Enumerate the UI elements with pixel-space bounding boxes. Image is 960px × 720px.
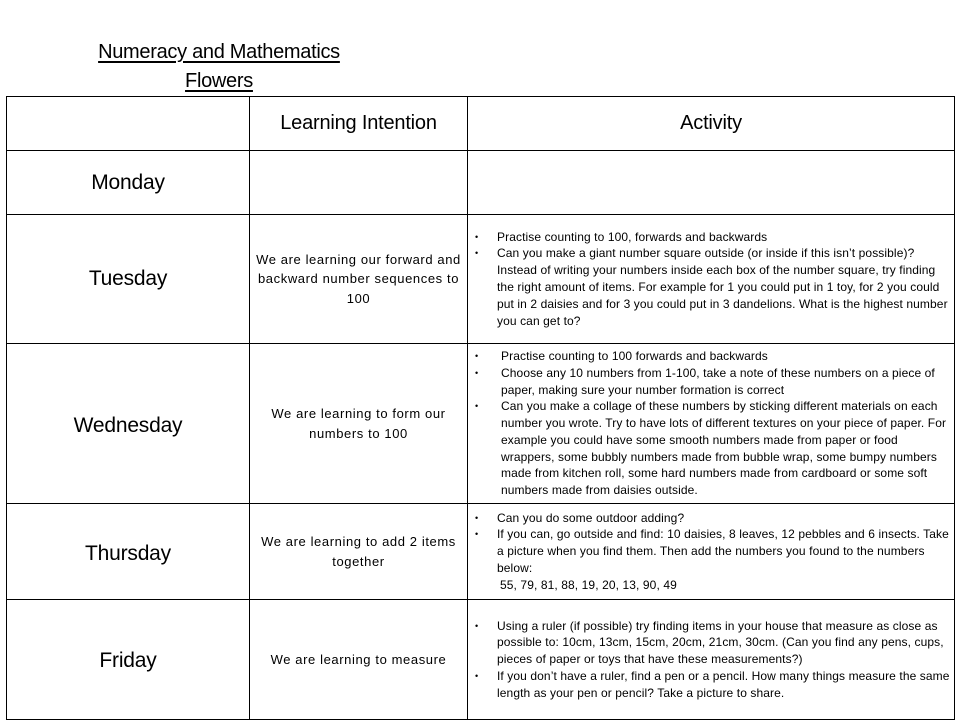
list-item: • Choose any 10 numbers from 1-100, take a note of these numbers on a piece of paper, making sure your number formation is correct [474,365,950,399]
learning-intention-cell: We are learning to form our numbers to 100 [250,344,468,504]
title-line-topic: Flowers [185,70,253,92]
weekly-plan-table [6,96,955,720]
header-learning-intention: Learning Intention [250,97,468,151]
list-item: • Can you do some outdoor adding? [474,510,950,527]
activity-list [474,348,950,499]
list-item: • Practise counting to 100 forwards and backwards [474,348,950,365]
activity-list [474,618,950,702]
title-line-subject: Numeracy and Mathematics [98,41,340,63]
header-activity: Activity [468,97,955,151]
table-row-thursday [7,504,955,600]
activity-list [474,229,950,330]
list-item: • Can you make a collage of these numbers by sticking different materials on each number you wrote. Try to have lots of different textures on your piece of paper. For example you could have some smooth numbers made from paper or food wrappers, some bubbly numbers made from bubble wrap, some bumpy numbers made from kitchen roll, some hard numbers made from cardboard or some soft numbers made from daisies outside. [474,398,950,499]
header-day-cell [7,97,250,151]
day-label: Wednesday [7,344,250,504]
table-row-wednesday [7,344,955,504]
numbers-to-add: 55, 79, 81, 88, 19, 20, 13, 90, 49 [500,577,677,592]
learning-intention-cell: We are learning our forward and backward number sequences to 100 [250,215,468,344]
activity-cell [468,504,955,600]
list-item: • Practise counting to 100, forwards and backwards [474,229,950,246]
learning-intention-cell: We are learning to add 2 items together [250,504,468,600]
activity-list [474,510,950,577]
activity-cell [468,151,955,215]
learning-intention-cell: We are learning to measure [250,600,468,720]
activity-cell [468,215,955,344]
list-item: • Can you make a giant number square outside (or inside if this isn’t possible)? Instead of writing your numbers inside each box of the number square, try finding the right amount of items. For example for 1 you could put in 1 toy, for 2 you could put in 2 daisies and for 3 you could put in 3 dandelions. What is the highest number you can get to? [474,245,950,329]
document-title [80,38,358,96]
list-item: • If you can, go outside and find: 10 daisies, 8 leaves, 12 pebbles and 6 insects. Take a picture when you find them. Then add the numbers you found to the numbers below: [474,526,950,576]
header-row [7,97,955,151]
activity-cell [468,344,955,504]
table-row-friday [7,600,955,720]
table-row-tuesday [7,215,955,344]
day-label: Thursday [7,504,250,600]
list-item: • If you don’t have a ruler, find a pen or a pencil. How many things measure the same length as your pen or pencil? Take a picture to share. [474,668,950,702]
day-label: Friday [7,600,250,720]
table-row-monday [7,151,955,215]
day-label: Monday [7,151,250,215]
day-label: Tuesday [7,215,250,344]
list-item: • Using a ruler (if possible) try finding items in your house that measure as close as possible to: 10cm, 13cm, 15cm, 20cm, 21cm, 30cm. (Can you find any pens, cups, pieces of paper or toys that have these measurements?) [474,618,950,668]
activity-cell [468,600,955,720]
learning-intention-cell [250,151,468,215]
